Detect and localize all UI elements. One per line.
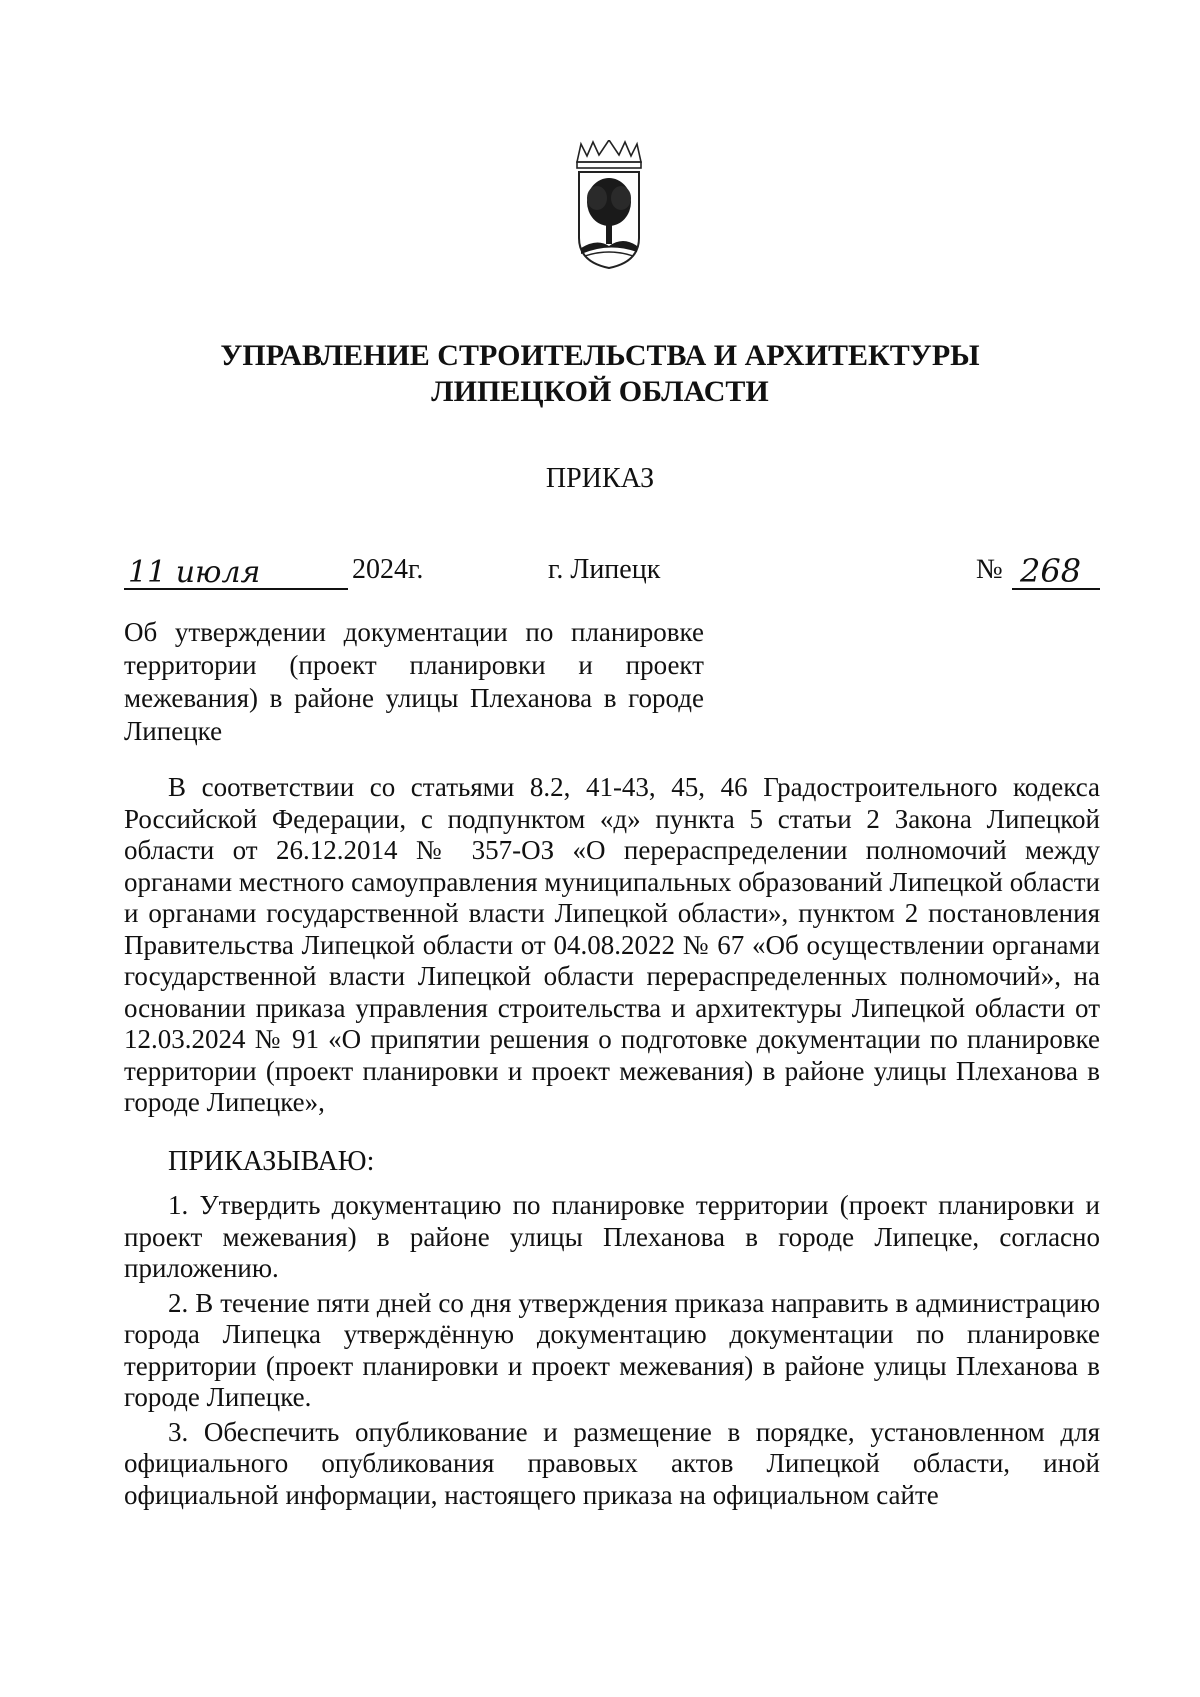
order-items [124, 1190, 1100, 1514]
organization-title [0, 338, 1200, 410]
org-line-2: ЛИПЕЦКОЙ ОБЛАСТИ [431, 375, 769, 408]
document-subject: Об утверждении документации по планировке территории (проект планировки и проект межевания) в районе улицы Плеханова в городе Липецке [124, 617, 704, 746]
handwritten-number: 268 [1020, 552, 1082, 590]
number-sign: № [976, 554, 1003, 585]
preamble-paragraph: В соответствии со статьями 8.2, 41-43, 45, 46 Градостроительного кодекса Российской Федерации, с подпунктом «д» пункта 5 статьи 2 Закона Липецкой области от 26.12.2014 № 357-ОЗ «О перераспределении полномочий между органами местного самоуправления муниципальных образований Липецкой области и органами государственной власти Липецкой области», пунктом 2 постановления Правительства Липецкой области от 04.08.2022 № 67 «Об осуществлении органами государственной власти Липецкой области перераспределенных полномочий», на основании приказа управления строительства и архитектуры Липецкой области от 12.03.2024 № 91 «О припятии решения о подготовке документации по планировке территории (проект планировки и проект межевания) в районе улицы Плеханова в городе Липецке», [124, 772, 1100, 1117]
date-number-line [0, 548, 1200, 596]
number-field [1012, 548, 1100, 590]
handwritten-date: 11 июля [128, 555, 261, 590]
year: 2024г. [352, 554, 424, 585]
document-type: ПРИКАЗ [545, 463, 655, 494]
preamble-block [124, 772, 1100, 1119]
org-line-1: УПРАВЛЕНИЕ СТРОИТЕЛЬСТВА И АРХИТЕКТУРЫ [220, 339, 980, 372]
order-word: ПРИКАЗЫВАЮ: [168, 1146, 375, 1177]
date-field [124, 548, 348, 590]
coat-of-arms-icon [567, 140, 651, 270]
city: г. Липецк [548, 554, 661, 585]
order-item-2: 2. В течение пяти дней со дня утверждения приказа направить в администрацию города Липецка утверждённую документацию документации по планировке территории (проект планировки и проект межевания) в районе улицы Плеханова в городе Липецке. [124, 1287, 1100, 1412]
order-item-1: 1. Утвердить документацию по планировке территории (проект планировки и проект межевания) в районе улицы Плеханова в городе Липецке, согласно приложению. [124, 1190, 1100, 1283]
order-item-3: 3. Обеспечить опубликование и размещение в порядке, установленном для официального опубликования правовых актов Липецкой области, иной официальной информации, настоящего приказа на официальном сайте [124, 1416, 1100, 1510]
